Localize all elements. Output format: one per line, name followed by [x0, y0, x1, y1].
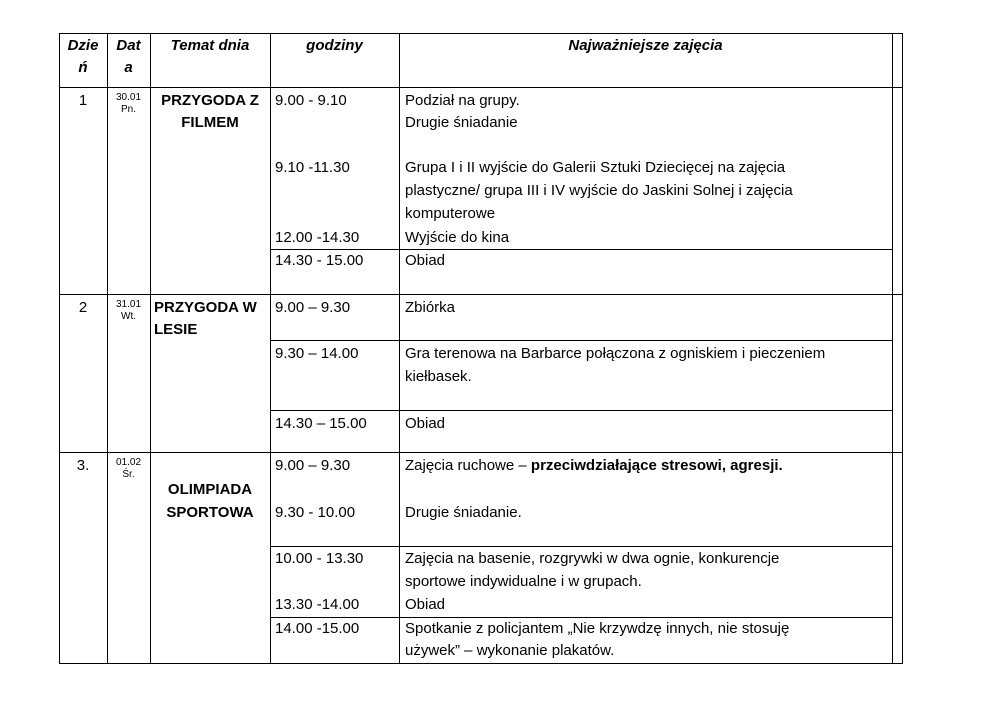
col-line	[107, 33, 108, 664]
header-day-line2: ń	[78, 59, 88, 76]
day-number: 2	[78, 299, 88, 316]
header-theme: Temat dnia	[170, 37, 250, 54]
day-date: 31.01	[115, 299, 142, 310]
row-line	[270, 340, 892, 341]
header-date-line2: a	[124, 59, 133, 76]
hours-slot: 9.30 – 14.00	[275, 345, 359, 362]
hours-slot: 10.00 - 13.30	[275, 550, 364, 567]
activity-line: Drugie śniadanie	[405, 114, 518, 131]
activity-line: plastyczne/ grupa III i IV wyjście do Jaskini Solnej i zajęcia	[405, 182, 793, 199]
row-line	[270, 410, 892, 411]
activity-line	[405, 455, 783, 477]
activity-line: używek” – wykonanie plakatów.	[405, 642, 615, 659]
table-border-top	[59, 33, 903, 34]
day-theme-line1: PRZYGODA W	[154, 299, 257, 316]
activity-line: Obiad	[405, 252, 446, 269]
col-line	[399, 33, 400, 664]
activity-line: kiełbasek.	[405, 368, 472, 385]
header-hours: godziny	[306, 37, 363, 54]
day-weekday: Śr.	[122, 469, 135, 480]
activity-line: Drugie śniadanie.	[405, 504, 522, 521]
activity-emphasis: przeciwdziałające stresowi, agresji.	[530, 457, 783, 474]
hours-slot: 13.30 -14.00	[275, 596, 360, 613]
hours-slot: 9.30 - 10.00	[275, 504, 356, 521]
activity-text: Zajęcia ruchowe –	[405, 457, 531, 474]
hours-slot: 14.00 -15.00	[275, 620, 360, 637]
day-weekday: Pn.	[120, 104, 136, 115]
activity-line: Zajęcia na basenie, rozgrywki w dwa ognie, konkurencje	[405, 550, 780, 567]
activity-line: Zbiórka	[405, 299, 456, 316]
activity-line: Gra terenowa na Barbarce połączona z ogniskiem i pieczeniem	[405, 345, 826, 362]
day1-bottom-line	[59, 294, 903, 295]
table-border-bottom	[59, 663, 903, 664]
activity-line: Wyjście do kina	[405, 229, 510, 246]
header-date-line1: Dat	[116, 37, 141, 54]
day2-bottom-line	[59, 452, 903, 453]
hours-slot: 9.00 – 9.30	[275, 457, 351, 474]
header-activities: Najważniejsze zajęcia	[568, 37, 723, 54]
hours-slot: 9.00 – 9.30	[275, 299, 351, 316]
hours-slot: 14.30 - 15.00	[275, 252, 364, 269]
day-theme-line1: PRZYGODA Z	[161, 92, 259, 109]
day-number: 1	[78, 92, 88, 109]
row-line	[270, 546, 892, 547]
activity-line: Podział na grupy.	[405, 92, 520, 109]
day-theme-line2: LESIE	[154, 321, 198, 338]
col-line	[902, 33, 903, 664]
activity-line: Obiad	[405, 415, 446, 432]
activity-line: Spotkanie z policjantem „Nie krzywdzę innych, nie stosuję	[405, 620, 790, 637]
activity-line: Grupa I i II wyjście do Galerii Sztuki Dziecięcej na zajęcia	[405, 159, 786, 176]
col-line	[892, 33, 893, 664]
header-day-line1: Dzie	[67, 37, 99, 54]
day-theme-line1: OLIMPIADA	[167, 481, 253, 498]
hours-slot: 9.00 - 9.10	[275, 92, 347, 109]
day-theme-line2: FILMEM	[181, 114, 239, 131]
activity-line: Obiad	[405, 596, 446, 613]
hours-slot: 12.00 -14.30	[275, 229, 360, 246]
hours-slot: 9.10 -11.30	[275, 159, 350, 176]
day-number: 3.	[76, 457, 90, 474]
activity-line: sportowe indywidualne i w grupach.	[405, 573, 642, 590]
col-line	[270, 33, 271, 664]
hours-slot: 14.30 – 15.00	[275, 415, 367, 432]
day-date: 01.02	[115, 457, 142, 468]
day-weekday: Wt.	[121, 311, 136, 322]
day-date: 30.01	[115, 92, 142, 103]
col-line	[59, 33, 60, 664]
header-bottom-line	[59, 87, 903, 88]
day-theme-line2: SPORTOWA	[166, 504, 254, 521]
activity-line: komputerowe	[405, 205, 496, 222]
